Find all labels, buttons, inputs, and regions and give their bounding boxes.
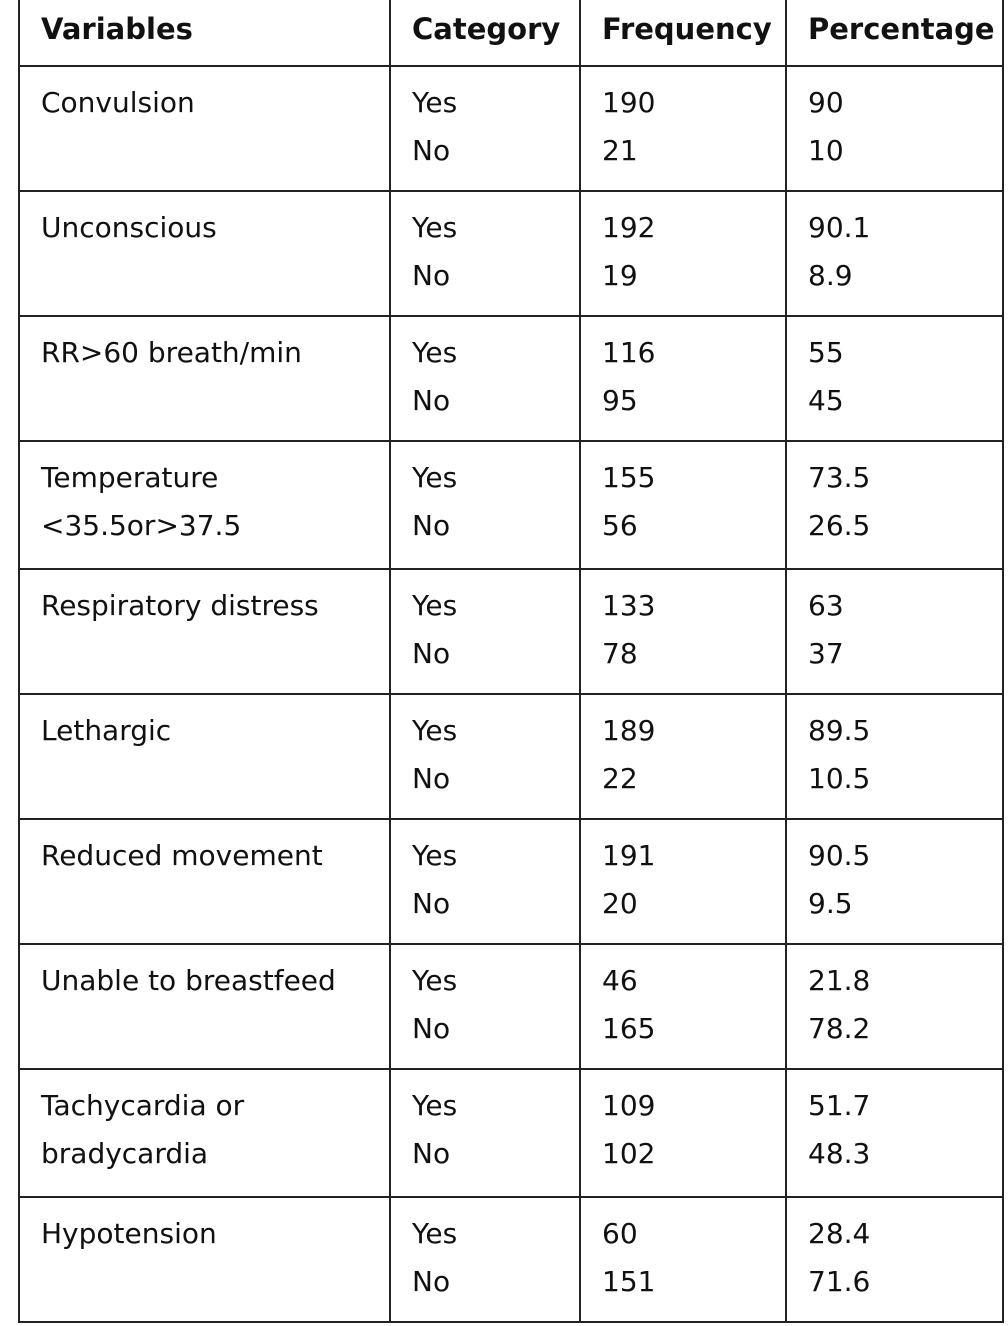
frequency-yes: 60 (602, 1217, 638, 1250)
frequency-no: 151 (602, 1265, 656, 1298)
variable-cell: Temperature <35.5or>37.5 (19, 441, 390, 569)
frequency-no: 21 (602, 134, 638, 167)
header-percentage: Percentage (786, 0, 1003, 66)
category-no: No (412, 384, 451, 417)
category-no: No (412, 637, 451, 670)
category-cell (390, 191, 580, 316)
percentage-yes: 90.5 (808, 839, 871, 872)
variable-cell: Unconscious (19, 191, 390, 316)
percentage-no: 9.5 (808, 887, 853, 920)
table-row (19, 819, 1003, 944)
variable-cell: Lethargic (19, 694, 390, 819)
percentage-yes: 21.8 (808, 964, 871, 997)
percentage-yes: 63 (808, 589, 844, 622)
table-row (19, 316, 1003, 441)
percentage-no: 78.2 (808, 1012, 871, 1045)
percentage-yes: 28.4 (808, 1217, 871, 1250)
frequency-cell (580, 1197, 786, 1322)
category-yes: Yes (412, 839, 458, 872)
category-no: No (412, 134, 451, 167)
frequency-cell (580, 441, 786, 569)
percentage-cell (786, 694, 1003, 819)
percentage-no: 8.9 (808, 259, 853, 292)
category-cell (390, 819, 580, 944)
category-no: No (412, 509, 451, 542)
category-yes: Yes (412, 461, 458, 494)
table-row (19, 1197, 1003, 1322)
frequency-cell (580, 66, 786, 191)
category-cell (390, 569, 580, 694)
percentage-no: 10.5 (808, 762, 871, 795)
category-cell (390, 1197, 580, 1322)
frequency-cell (580, 569, 786, 694)
percentage-cell (786, 1069, 1003, 1197)
percentage-cell (786, 1197, 1003, 1322)
frequency-cell (580, 191, 786, 316)
header-frequency: Frequency (580, 0, 786, 66)
frequency-no: 95 (602, 384, 638, 417)
category-yes: Yes (412, 1089, 458, 1122)
table-row (19, 191, 1003, 316)
frequency-yes: 133 (602, 589, 656, 622)
data-table-container (18, 0, 1002, 1323)
category-cell (390, 944, 580, 1069)
category-no: No (412, 259, 451, 292)
frequency-cell (580, 316, 786, 441)
variable-cell: RR>60 breath/min (19, 316, 390, 441)
category-yes: Yes (412, 336, 458, 369)
category-cell (390, 66, 580, 191)
category-no: No (412, 887, 451, 920)
frequency-no: 20 (602, 887, 638, 920)
percentage-no: 10 (808, 134, 844, 167)
frequency-no: 165 (602, 1012, 656, 1045)
frequency-no: 78 (602, 637, 638, 670)
table-row (19, 694, 1003, 819)
frequency-yes: 46 (602, 964, 638, 997)
frequency-yes: 109 (602, 1089, 656, 1122)
category-yes: Yes (412, 1217, 458, 1250)
category-yes: Yes (412, 714, 458, 747)
frequency-cell (580, 694, 786, 819)
percentage-yes: 89.5 (808, 714, 871, 747)
frequency-yes: 116 (602, 336, 656, 369)
variable-cell: Hypotension (19, 1197, 390, 1322)
header-category: Category (390, 0, 580, 66)
frequency-no: 19 (602, 259, 638, 292)
percentage-yes: 90 (808, 86, 844, 119)
category-yes: Yes (412, 211, 458, 244)
percentage-cell (786, 191, 1003, 316)
category-yes: Yes (412, 589, 458, 622)
frequency-yes: 189 (602, 714, 656, 747)
frequency-no: 102 (602, 1137, 656, 1170)
frequency-yes: 155 (602, 461, 656, 494)
percentage-cell (786, 944, 1003, 1069)
category-no: No (412, 762, 451, 795)
variable-cell: Unable to breastfeed (19, 944, 390, 1069)
frequency-yes: 192 (602, 211, 656, 244)
data-table (18, 0, 1004, 1323)
percentage-no: 26.5 (808, 509, 871, 542)
category-no: No (412, 1012, 451, 1045)
header-variables: Variables (19, 0, 390, 66)
category-cell (390, 441, 580, 569)
percentage-cell (786, 66, 1003, 191)
category-no: No (412, 1137, 451, 1170)
percentage-no: 45 (808, 384, 844, 417)
category-cell (390, 694, 580, 819)
category-cell (390, 316, 580, 441)
percentage-yes: 73.5 (808, 461, 871, 494)
percentage-cell (786, 441, 1003, 569)
frequency-cell (580, 1069, 786, 1197)
percentage-no: 48.3 (808, 1137, 871, 1170)
table-row (19, 1069, 1003, 1197)
table-row (19, 569, 1003, 694)
category-cell (390, 1069, 580, 1197)
table-row (19, 66, 1003, 191)
category-yes: Yes (412, 964, 458, 997)
percentage-cell (786, 316, 1003, 441)
variable-cell: Tachycardia or bradycardia (19, 1069, 390, 1197)
category-no: No (412, 1265, 451, 1298)
table-header-row (19, 0, 1003, 66)
variable-cell: Respiratory distress (19, 569, 390, 694)
frequency-yes: 191 (602, 839, 656, 872)
frequency-cell (580, 944, 786, 1069)
table-row (19, 944, 1003, 1069)
variable-cell: Reduced movement (19, 819, 390, 944)
percentage-cell (786, 819, 1003, 944)
percentage-yes: 90.1 (808, 211, 871, 244)
frequency-cell (580, 819, 786, 944)
frequency-no: 22 (602, 762, 638, 795)
category-yes: Yes (412, 86, 458, 119)
percentage-yes: 51.7 (808, 1089, 871, 1122)
frequency-no: 56 (602, 509, 638, 542)
table-row (19, 441, 1003, 569)
percentage-cell (786, 569, 1003, 694)
percentage-yes: 55 (808, 336, 844, 369)
variable-cell: Convulsion (19, 66, 390, 191)
percentage-no: 37 (808, 637, 844, 670)
frequency-yes: 190 (602, 86, 656, 119)
percentage-no: 71.6 (808, 1265, 871, 1298)
